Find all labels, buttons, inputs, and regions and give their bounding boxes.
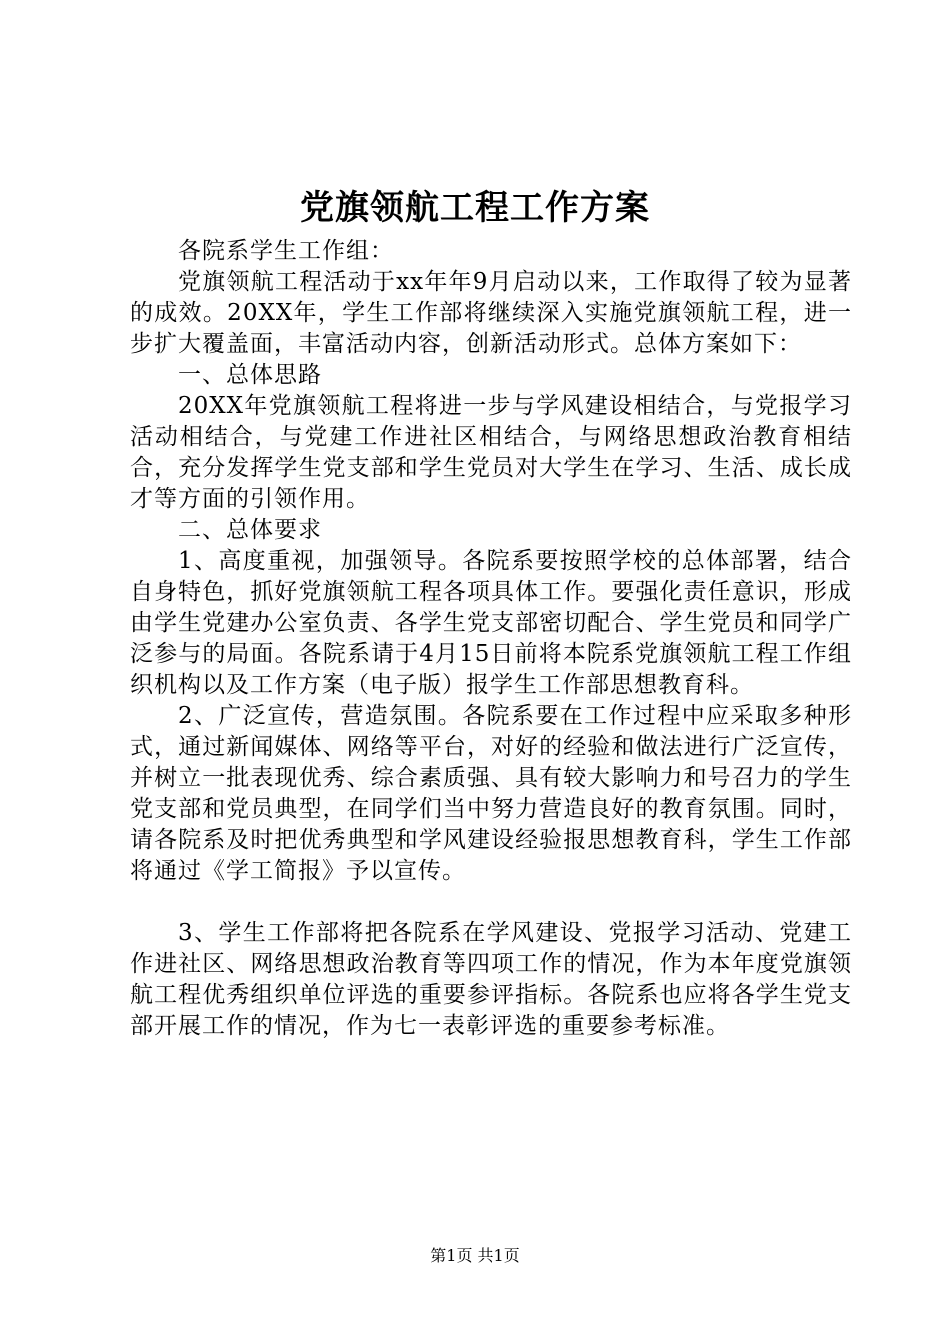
document-title: 党旗领航工程工作方案	[300, 188, 650, 228]
requirement-2-paragraph: 2、广泛宣传，营造氛围。各院系要在工作过程中应采取多种形式，通过新闻媒体、网络等平台，对好的经验和做法进行广泛宣传，并树立一批表现优秀、综合素质强、具有较大影响力和号召力的学生党支部和党员典型，在同学们当中努力营造良好的教育氛围。同时，请各院系及时把优秀典型和学风建设经验报思想教育科，学生工作部将通过《学工简报》予以宣传。	[130, 703, 852, 884]
paragraph-spacer	[130, 887, 852, 918]
page-footer: 第1页 共1页	[430, 1246, 520, 1265]
intro-paragraph: 党旗领航工程活动于xx年年9月启动以来，工作取得了较为显著的成效。20XX年，学生工作部将继续深入实施党旗领航工程，进一步扩大覆盖面，丰富活动内容，创新活动形式。总体方案如下：	[130, 269, 852, 357]
salutation: 各院系学生工作组：	[178, 238, 394, 264]
requirement-3-paragraph: 3、学生工作部将把各院系在学风建设、党报学习活动、党建工作进社区、网络思想政治教育等四项工作的情况，作为本年度党旗领航工程优秀组织单位评选的重要参评指标。各院系也应将各学生党支部开展工作的情况，作为七一表彰评选的重要参考标准。	[130, 920, 852, 1039]
document-body	[130, 236, 852, 1042]
section-heading-overall-requirements: 二、总体要求	[178, 517, 322, 543]
overall-idea-paragraph: 20XX年党旗领航工程将进一步与学风建设相结合，与党报学习活动相结合，与党建工作进社区相结合，与网络思想政治教育相结合，充分发挥学生党支部和学生党员对大学生在学习、生活、成长成才等方面的引领作用。	[130, 393, 852, 512]
requirement-1-paragraph: 1、高度重视，加强领导。各院系要按照学校的总体部署，结合自身特色，抓好党旗领航工程各项具体工作。要强化责任意识，形成由学生党建办公室负责、各学生党支部密切配合、学生党员和同学广泛参与的局面。各院系请于4月15日前将本院系党旗领航工程工作组织机构以及工作方案（电子版）报学生工作部思想教育科。	[130, 548, 852, 698]
section-heading-overall-idea: 一、总体思路	[178, 362, 322, 388]
